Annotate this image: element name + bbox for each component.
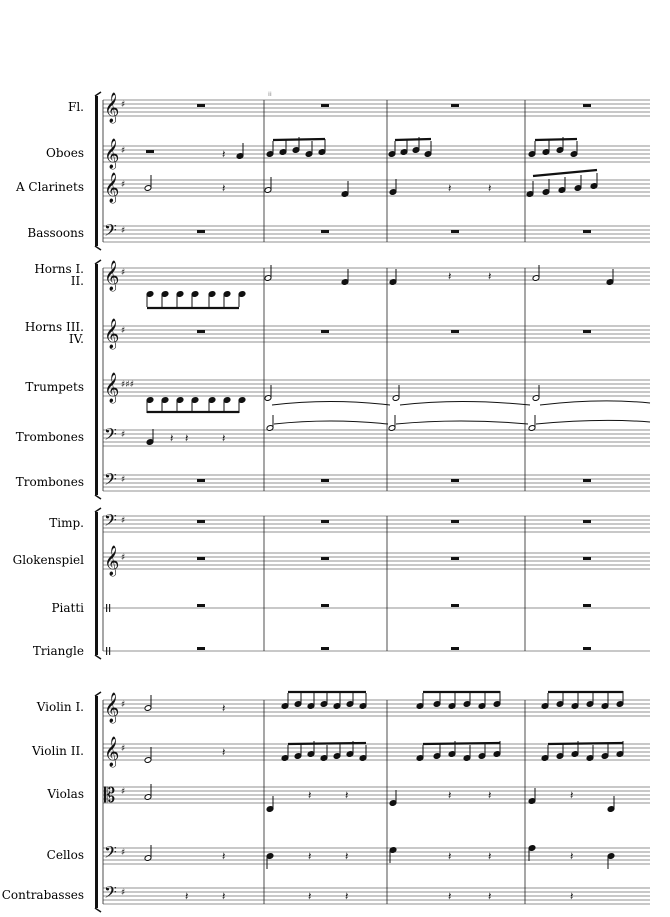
key-signature: ♯	[121, 553, 126, 563]
instrument-label: IV.	[68, 332, 84, 346]
whole-rest	[583, 557, 591, 560]
treble-clef: 𝄞	[104, 373, 120, 403]
quarter-rest: 𝄽	[222, 182, 226, 195]
quarter-rest: 𝄽	[185, 432, 189, 445]
quarter-rest: 𝄽	[222, 432, 226, 445]
whole-rest	[321, 604, 329, 607]
percussion-clef	[106, 647, 107, 655]
quarter-rest: 𝄽	[222, 148, 226, 161]
quarter-rest: 𝄽	[345, 890, 349, 903]
key-signature: ♯	[121, 516, 126, 526]
instrument-label: Trombones	[15, 430, 84, 444]
instrument-label: A Clarinets	[15, 180, 84, 194]
beam	[288, 743, 366, 744]
treble-clef: 𝄞	[104, 173, 120, 203]
whole-rest	[321, 230, 329, 233]
treble-clef: 𝄞	[104, 737, 120, 767]
beam	[423, 743, 500, 744]
key-signature: ♯	[121, 180, 126, 190]
quarter-rest: 𝄽	[570, 890, 574, 903]
percussion-clef	[109, 604, 110, 612]
whole-rest	[197, 230, 205, 233]
key-signature: ♯	[121, 430, 126, 440]
quarter-rest: 𝄽	[222, 890, 226, 903]
instrument-label: Violin I.	[36, 700, 84, 714]
quarter-rest: 𝄽	[448, 270, 452, 283]
bass-clef: 𝄢	[104, 424, 117, 448]
treble-clef: 𝄞	[104, 261, 120, 291]
bass-clef: 𝄢	[104, 882, 117, 906]
whole-rest	[197, 479, 205, 482]
whole-rest	[146, 150, 154, 153]
instrument-label: Violin II.	[31, 744, 84, 758]
whole-rest	[451, 230, 459, 233]
key-signature: ♯	[121, 268, 126, 278]
whole-rest	[451, 647, 459, 650]
bass-clef: 𝄢	[104, 469, 117, 493]
whole-rest	[583, 330, 591, 333]
whole-rest	[451, 604, 459, 607]
instrument-label: Glokenspiel	[12, 553, 84, 567]
instrument-label: Piatti	[51, 601, 84, 615]
key-signature: ♯	[121, 475, 126, 485]
key-signature: ♯	[121, 787, 126, 797]
key-signature: ♯	[121, 848, 126, 858]
instrument-label: Bassoons	[27, 226, 84, 240]
quarter-rest: 𝄽	[448, 890, 452, 903]
instrument-label: Contrabasses	[1, 888, 84, 902]
whole-rest	[583, 230, 591, 233]
alto-clef: 𝄡	[104, 783, 116, 807]
beam	[273, 139, 325, 140]
quarter-rest: 𝄽	[488, 850, 492, 863]
whole-rest	[451, 557, 459, 560]
instrument-label: Fl.	[68, 100, 84, 114]
percussion-clef	[106, 604, 107, 612]
quarter-rest: 𝄽	[222, 850, 226, 863]
whole-rest	[197, 647, 205, 650]
beam	[535, 139, 577, 140]
treble-clef: 𝄞	[104, 546, 120, 576]
whole-rest	[451, 104, 459, 107]
key-signature: ♯	[121, 888, 126, 898]
quarter-rest: 𝄽	[222, 702, 226, 715]
page-marker: ⁞⁞	[268, 91, 272, 98]
bracket	[95, 696, 98, 908]
whole-rest	[197, 604, 205, 607]
whole-rest	[321, 330, 329, 333]
bass-clef: 𝄢	[104, 842, 117, 866]
whole-rest	[321, 557, 329, 560]
quarter-rest: 𝄽	[448, 850, 452, 863]
whole-rest	[321, 647, 329, 650]
quarter-rest: 𝄽	[488, 270, 492, 283]
whole-rest	[197, 104, 205, 107]
quarter-rest: 𝄽	[222, 746, 226, 759]
bracket	[95, 96, 98, 246]
bracket	[95, 512, 98, 655]
key-signature: ♯	[121, 744, 126, 754]
whole-rest	[321, 104, 329, 107]
quarter-rest: 𝄽	[308, 850, 312, 863]
bass-clef: 𝄢	[104, 510, 117, 534]
quarter-rest: 𝄽	[308, 789, 312, 802]
quarter-rest: 𝄽	[185, 890, 189, 903]
instrument-label: Horns I.	[34, 262, 84, 276]
instrument-label: Timp.	[49, 516, 84, 530]
key-signature: ♯	[121, 700, 126, 710]
whole-rest	[451, 520, 459, 523]
instrument-label: Violas	[47, 787, 84, 801]
key-signature: ♯	[121, 146, 126, 156]
whole-rest	[197, 520, 205, 523]
key-signature: ♯	[121, 100, 126, 110]
whole-rest	[197, 557, 205, 560]
treble-clef: 𝄞	[104, 693, 120, 723]
instrument-label: Trombones	[15, 475, 84, 489]
whole-rest	[451, 479, 459, 482]
quarter-rest: 𝄽	[448, 789, 452, 802]
quarter-rest: 𝄽	[570, 850, 574, 863]
key-signature: ♯	[121, 326, 126, 336]
treble-clef: 𝄞	[104, 319, 120, 349]
quarter-rest: 𝄽	[308, 890, 312, 903]
beam	[395, 139, 431, 140]
bass-clef: 𝄢	[104, 220, 117, 244]
bracket	[95, 264, 98, 495]
instrument-label: Triangle	[32, 644, 84, 658]
quarter-rest: 𝄽	[570, 789, 574, 802]
quarter-rest: 𝄽	[345, 850, 349, 863]
treble-clef: 𝄞	[104, 93, 120, 123]
instrument-label: Horns III.	[24, 320, 84, 334]
instrument-label: Oboes	[45, 146, 84, 160]
percussion-clef	[109, 647, 110, 655]
quarter-rest: 𝄽	[488, 789, 492, 802]
quarter-rest: 𝄽	[345, 789, 349, 802]
whole-rest	[321, 479, 329, 482]
quarter-rest: 𝄽	[170, 432, 174, 445]
instrument-label: Trumpets	[25, 380, 84, 394]
whole-rest	[583, 647, 591, 650]
key-signature: ♯♯♯	[121, 380, 135, 390]
quarter-rest: 𝄽	[488, 890, 492, 903]
whole-rest	[197, 330, 205, 333]
whole-rest	[321, 520, 329, 523]
beam	[548, 743, 623, 744]
treble-clef: 𝄞	[104, 139, 120, 169]
whole-rest	[583, 479, 591, 482]
quarter-rest: 𝄽	[488, 182, 492, 195]
quarter-rest: 𝄽	[448, 182, 452, 195]
key-signature: ♯	[121, 226, 126, 236]
whole-rest	[583, 520, 591, 523]
instrument-label: Cellos	[46, 848, 84, 862]
whole-rest	[451, 330, 459, 333]
whole-rest	[583, 604, 591, 607]
instrument-label: II.	[70, 274, 84, 288]
whole-rest	[583, 104, 591, 107]
